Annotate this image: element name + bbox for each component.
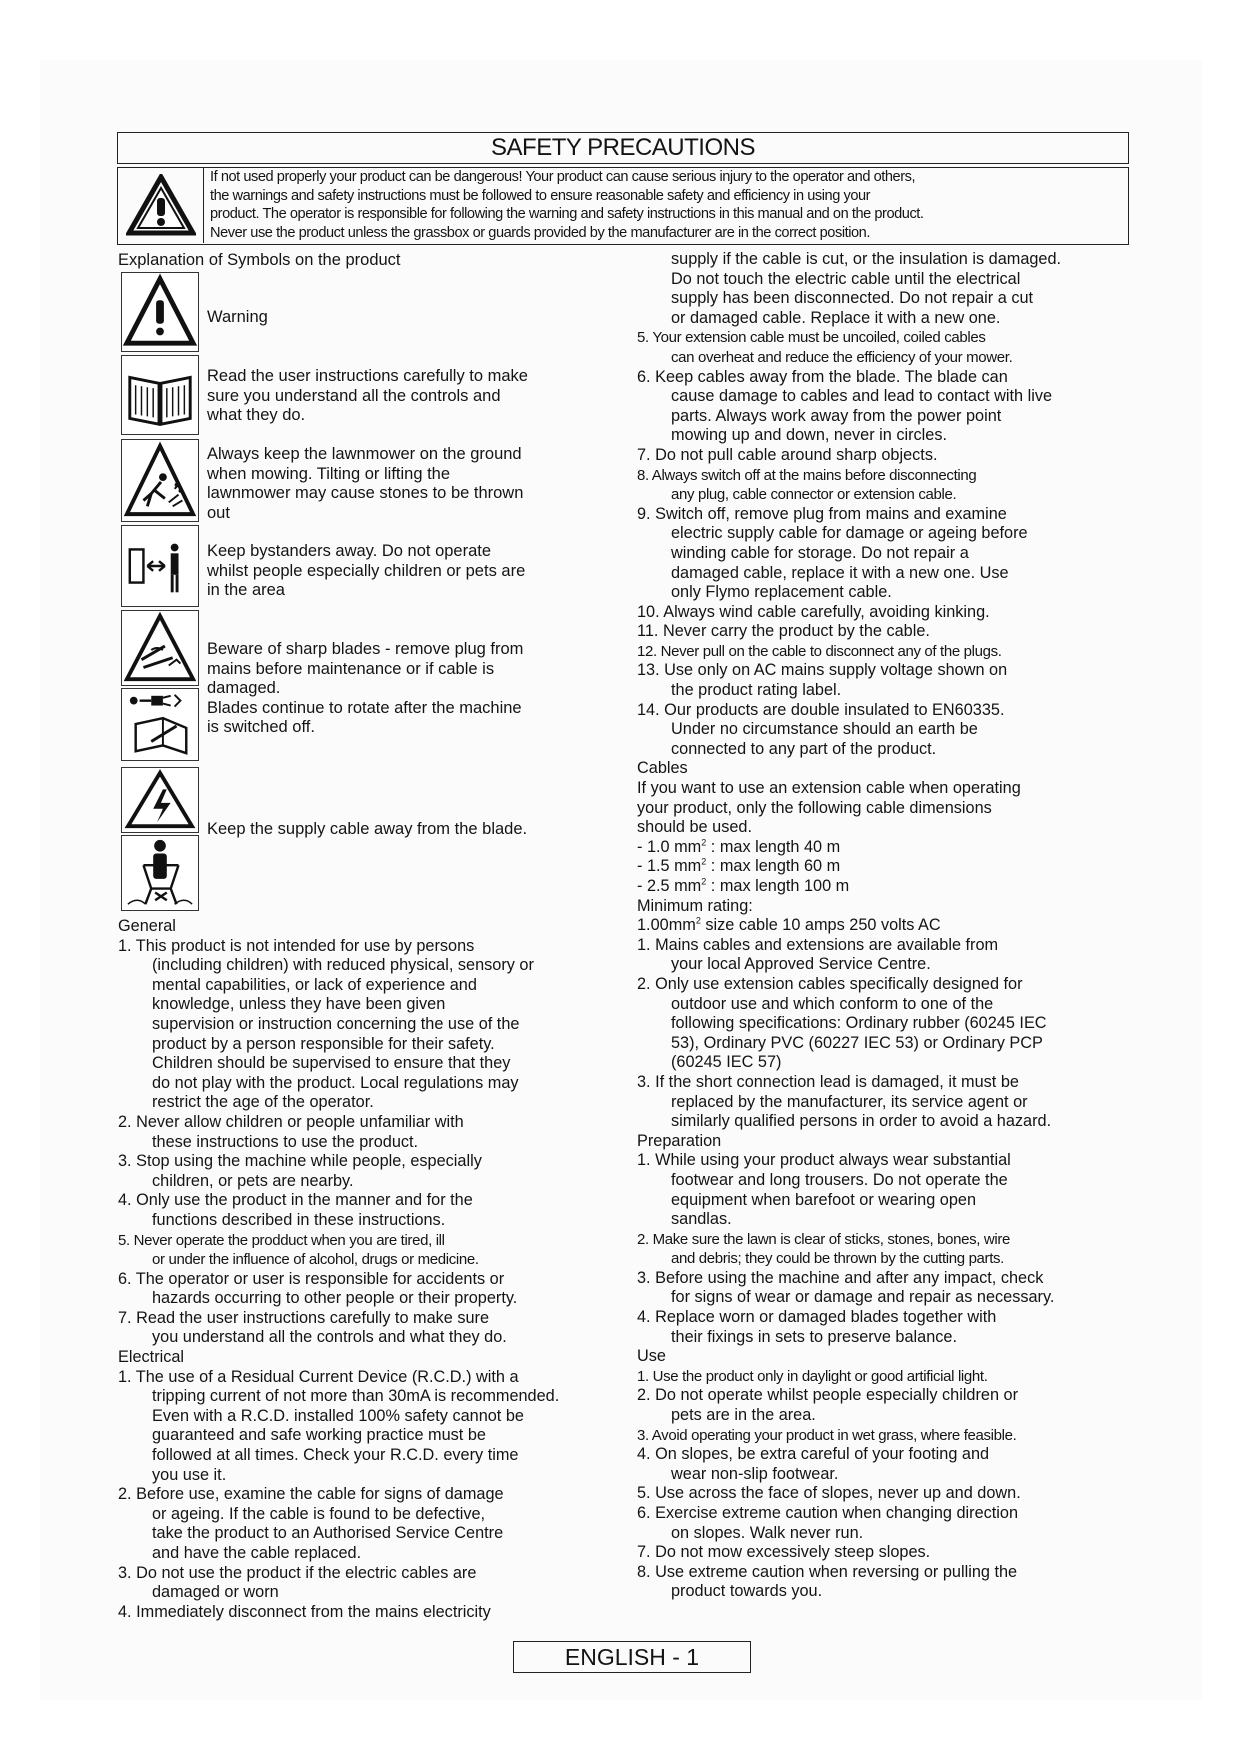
list-item [637, 1308, 1137, 1347]
superscript: 2 [695, 915, 701, 926]
cable-size-item [637, 857, 1137, 877]
text-line: Even with a R.C.D. installed 100% safety cannot be [152, 1406, 524, 1425]
list-item [637, 1484, 1137, 1504]
text-line: 1. While using your product always wear substantial [637, 1151, 1011, 1170]
text-line: 7. Do not mow excessively steep slopes. [637, 1543, 931, 1562]
list-item [118, 1309, 618, 1348]
text-line: 2. Before use, examine the cable for signs of damage [118, 1485, 504, 1504]
preparation-heading: Preparation [637, 1131, 722, 1150]
text-line: what they do. [207, 406, 306, 425]
list-item [637, 368, 1137, 446]
text-line: 13. Use only on AC mains supply voltage shown on [637, 661, 1008, 680]
intro-text [210, 168, 1125, 242]
text-line: can overheat and reduce the efficiency of your mower. [671, 348, 1013, 366]
list-item [637, 622, 1137, 642]
list-item [637, 701, 1137, 760]
list-item [637, 1367, 1137, 1387]
text-line: whilst people especially children or pets are [207, 561, 526, 580]
list-item [118, 1270, 618, 1309]
text-line: If you want to use an extension cable when operating [637, 779, 1021, 798]
list-item [637, 505, 1137, 603]
text-line: parts. Always work away from the power point [671, 406, 1002, 425]
text-line: should be used. [637, 818, 752, 837]
intro-line: product. The operator is responsible for following the warning and safety instructions in this manual and on the product. [210, 206, 924, 223]
text-line: and debris; they could be thrown by the cutting parts. [671, 1250, 1004, 1268]
text-line: your product, only the following cable dimensions [637, 798, 992, 817]
continued-text [637, 250, 1137, 328]
list-item [637, 1073, 1137, 1132]
symbol-ground-text [207, 445, 617, 523]
text-line: footwear and long trousers. Do not operate the [671, 1170, 1008, 1189]
thrown-objects-icon [121, 439, 199, 522]
text-line: only Flymo replacement cable. [671, 583, 892, 602]
text-line: sure you understand all the controls and [207, 386, 501, 405]
text-line: 4. Replace worn or damaged blades together with [637, 1308, 997, 1327]
text-line: connected to any part of the product. [671, 739, 937, 758]
list-item [118, 1231, 618, 1270]
text-line: or damaged cable. Replace it with a new one. [671, 308, 1001, 327]
text-line: damaged cable, replace it with a new one. Use [671, 563, 1009, 582]
cable-size-item [637, 877, 1137, 897]
intro-line: the warnings and safety instructions must be followed to ensure reasonable safety and efficiency in using your [210, 187, 871, 204]
text-line: 11. Never carry the product by the cable. [637, 622, 930, 641]
text-line: tripping current of not more than 30mA is recommended. [152, 1387, 560, 1406]
text-line: 7. Do not pull cable around sharp objects. [637, 445, 938, 464]
text-line: damaged or worn [152, 1583, 279, 1602]
warning-symbol-icon [121, 272, 199, 352]
intro-line: If not used properly your product can be dangerous! Your product can cause serious injury to the operator and others, [210, 169, 916, 185]
text-line: you use it. [152, 1465, 227, 1484]
text-line: Children should be supervised to ensure that they [152, 1054, 511, 1073]
text-line: Read the user instructions carefully to make [207, 367, 528, 385]
text-line: knowledge, unless they have been given [152, 995, 446, 1014]
text-line: Do not touch the electric cable until the electrical [671, 269, 1021, 288]
text-line: your local Approved Service Centre. [671, 955, 931, 974]
text-line: or ageing. If the cable is found to be defective, [152, 1504, 486, 1523]
text-line: (60245 IEC 57) [671, 1053, 782, 1072]
cable-length: : max length 100 m [706, 877, 850, 895]
list-item [118, 1485, 618, 1563]
text-line: in the area [207, 581, 285, 600]
text-line: 4. Only use the product in the manner and for the [118, 1191, 473, 1210]
text-line: supply if the cable is cut, or the insulation is damaged. [671, 250, 1062, 268]
text-line: 3. Avoid operating your product in wet grass, where feasible. [637, 1426, 1017, 1444]
text-line: Always keep the lawnmower on the ground [207, 445, 522, 463]
text-line: 1. This product is not intended for use by persons [118, 936, 475, 955]
text-line: damaged. [207, 679, 281, 698]
text-line: product by a person responsible for their safety. [152, 1034, 495, 1053]
text-part: 1.00mm [637, 916, 696, 935]
superscript: 2 [701, 876, 707, 887]
text-line: 4. Immediately disconnect from the mains electricity [118, 1602, 491, 1621]
symbols-heading: Explanation of Symbols on the product [118, 251, 401, 269]
list-item [118, 1564, 618, 1603]
electric-shock-icon [121, 767, 199, 833]
text-line: 6. Exercise extreme caution when changing direction [637, 1504, 1019, 1522]
cable-length: : max length 40 m [706, 837, 841, 856]
text-line: 8. Always switch off at the mains before disconnecting [637, 466, 977, 484]
text-line: 2. Make sure the lawn is clear of sticks, stones, bones, wire [637, 1230, 1010, 1248]
symbol-blades-text [207, 640, 617, 738]
text-line: winding cable for storage. Do not repair a [671, 543, 969, 562]
general-heading: General [118, 917, 176, 935]
text-line: sandlas. [671, 1210, 732, 1229]
minimum-rating-text [637, 916, 1137, 936]
text-line: take the product to an Authorised Service Centre [152, 1524, 504, 1543]
list-item [118, 1113, 618, 1152]
text-line: 9. Switch off, remove plug from mains and examine [637, 504, 1007, 523]
symbol-bystanders-text [207, 542, 617, 601]
text-line: 2. Do not operate whilst people especially children or [637, 1386, 1019, 1405]
intro-line: Never use the product unless the grassbox or guards provided by the manufacturer are in the correct position. [210, 224, 870, 241]
text-line: electric supply cable for damage or ageing before [671, 524, 1028, 543]
list-item [118, 1191, 618, 1230]
text-line: and have the cable replaced. [152, 1544, 362, 1562]
cable-size: - 1.0 mm [637, 837, 702, 856]
text-line: out [207, 503, 230, 522]
right-column [637, 250, 1137, 1602]
use-heading: Use [637, 1347, 666, 1366]
cables-text [637, 779, 1137, 838]
list-item [637, 661, 1137, 700]
text-line: for signs of wear or damage and repair as necessary. [671, 1288, 1055, 1307]
intro-warning-box [117, 167, 1129, 245]
list-item [637, 1269, 1137, 1308]
text-line: hazards occurring to other people or their property. [152, 1289, 518, 1308]
list-item [637, 936, 1137, 975]
text-line: 1. The use of a Residual Current Device (R.C.D.) with a [118, 1367, 519, 1386]
text-line: 5. Your extension cable must be uncoiled, coiled cables [637, 329, 986, 347]
superscript: 2 [701, 837, 707, 848]
page-footer: ENGLISH - 1 [513, 1641, 751, 1673]
text-line: their fixings in sets to preserve balance. [671, 1327, 957, 1346]
text-line: 1. Use the product only in daylight or good artificial light. [637, 1367, 988, 1385]
list-item [118, 937, 618, 1113]
text-line: Under no circumstance should an earth be [671, 720, 978, 739]
text-line: Keep bystanders away. Do not operate [207, 542, 492, 560]
list-item [637, 1563, 1137, 1602]
list-item [637, 446, 1137, 466]
text-line: replaced by the manufacturer, its service agent or [671, 1092, 1028, 1111]
text-line: mowing up and down, never in circles. [671, 426, 948, 445]
text-line: followed at all times. Check your R.C.D. every time [152, 1446, 519, 1465]
keep-bystanders-away-icon [121, 525, 199, 607]
text-line: mains before maintenance or if cable is [207, 659, 495, 678]
text-line: similarly qualified persons in order to avoid a hazard. [671, 1112, 1052, 1131]
list-item [637, 1543, 1137, 1563]
text-line: supervision or instruction concerning the use of the [152, 1014, 520, 1033]
text-line: product towards you. [671, 1582, 823, 1601]
text-line: on slopes. Walk never run. [671, 1523, 864, 1542]
list-item [637, 1426, 1137, 1446]
text-line: 12. Never pull on the cable to disconnect any of the plugs. [637, 642, 1002, 660]
text-line: 7. Read the user instructions carefully to make sure [118, 1308, 490, 1327]
text-line: 3. Stop using the machine while people, especially [118, 1152, 482, 1171]
text-line: functions described in these instructions. [152, 1210, 446, 1229]
list-item [637, 642, 1137, 662]
text-line: 14. Our products are double insulated to EN60335. [637, 700, 1005, 719]
superscript: 2 [701, 856, 707, 867]
text-line: do not play with the product. Local regulations may [152, 1073, 519, 1092]
text-line: 2. Only use extension cables specifically designed for [637, 974, 1023, 993]
text-line: children, or pets are nearby. [152, 1171, 354, 1190]
text-line: equipment when barefoot or wearing open [671, 1190, 977, 1209]
text-line: 53), Ordinary PVC (60227 IEC 53) or Ordinary PCP [671, 1033, 1043, 1052]
text-line: lawnmower may cause stones to be thrown [207, 484, 524, 503]
list-item [637, 328, 1137, 367]
text-line: 8. Use extreme caution when reversing or pulling the [637, 1562, 1018, 1581]
text-line: cause damage to cables and lead to contact with live [671, 387, 1053, 406]
list-item [637, 1151, 1137, 1229]
cable-size-item [637, 838, 1137, 858]
text-line: 10. Always wind cable carefully, avoiding kinking. [637, 602, 990, 621]
text-part: size cable 10 amps 250 volts AC [700, 916, 941, 935]
text-line: 1. Mains cables and extensions are available from [637, 935, 999, 954]
text-line: 5. Use across the face of slopes, never up and down. [637, 1484, 1021, 1503]
text-line: 2. Never allow children or people unfamiliar with [118, 1112, 464, 1131]
cable-length: : max length 60 m [706, 857, 841, 876]
remove-plug-maintenance-icon [121, 688, 199, 761]
cable-size: - 1.5 mm [637, 857, 702, 876]
text-line: when mowing. Tilting or lifting the [207, 464, 451, 483]
page-title: SAFETY PRECAUTIONS [117, 132, 1129, 164]
text-line: is switched off. [207, 718, 315, 737]
text-line: supply has been disconnected. Do not repair a cut [671, 289, 1034, 308]
text-line: you understand all the controls and what they do. [152, 1328, 507, 1347]
sharp-blades-icon [121, 610, 199, 686]
symbol-warning-text: Warning [207, 308, 268, 326]
list-item [637, 1445, 1137, 1484]
text-line: following specifications: Ordinary rubber (60245 IEC [671, 1014, 1047, 1033]
read-manual-icon [121, 355, 199, 435]
text-line: restrict the age of the operator. [152, 1093, 374, 1112]
minimum-rating-heading: Minimum rating: [637, 896, 753, 915]
list-item [637, 1386, 1137, 1425]
text-line: any plug, cable connector or extension cable. [671, 486, 957, 504]
text-line: or under the influence of alcohol, drugs or medicine. [152, 1251, 479, 1269]
text-line: 3. If the short connection lead is damaged, it must be [637, 1072, 1019, 1091]
text-line: (including children) with reduced physical, sensory or [152, 956, 534, 975]
list-item [118, 1603, 618, 1623]
list-item [637, 1504, 1137, 1543]
list-item [118, 1368, 618, 1486]
text-line: Beware of sharp blades - remove plug from [207, 640, 524, 658]
text-line: 3. Before using the machine and after any impact, check [637, 1268, 1044, 1287]
left-column [118, 917, 618, 1622]
list-item [637, 466, 1137, 505]
cables-heading: Cables [637, 759, 688, 778]
text-line: 5. Never operate the prodduct when you are tired, ill [118, 1231, 445, 1249]
text-line: mental capabilities, or lack of experience and [152, 975, 477, 994]
text-line: guaranteed and safe working practice must be [152, 1426, 486, 1445]
text-line: these instructions to use the product. [152, 1132, 419, 1151]
electrical-heading: Electrical [118, 1348, 185, 1367]
text-line: 3. Do not use the product if the electric cables are [118, 1563, 477, 1582]
list-item [637, 1230, 1137, 1269]
text-line: the product rating label. [671, 681, 842, 700]
text-line: wear non-slip footwear. [671, 1464, 839, 1483]
list-item [118, 1152, 618, 1191]
text-line: Blades continue to rotate after the machine [207, 698, 522, 717]
text-line: pets are in the area. [671, 1406, 816, 1425]
text-line: 4. On slopes, be extra careful of your footing and [637, 1445, 990, 1464]
warning-triangle-icon [118, 168, 204, 243]
symbol-cable-text: Keep the supply cable away from the blade. [207, 820, 528, 838]
text-line: 6. Keep cables away from the blade. The blade can [637, 367, 1008, 386]
symbol-read-text [207, 367, 617, 426]
text-line: outdoor use and which conform to one of the [671, 994, 994, 1013]
list-item [637, 603, 1137, 623]
list-item [637, 975, 1137, 1073]
cable-size: - 2.5 mm [637, 877, 702, 895]
text-line: 6. The operator or user is responsible for accidents or [118, 1269, 505, 1288]
operator-behind-mower-icon [121, 835, 199, 911]
